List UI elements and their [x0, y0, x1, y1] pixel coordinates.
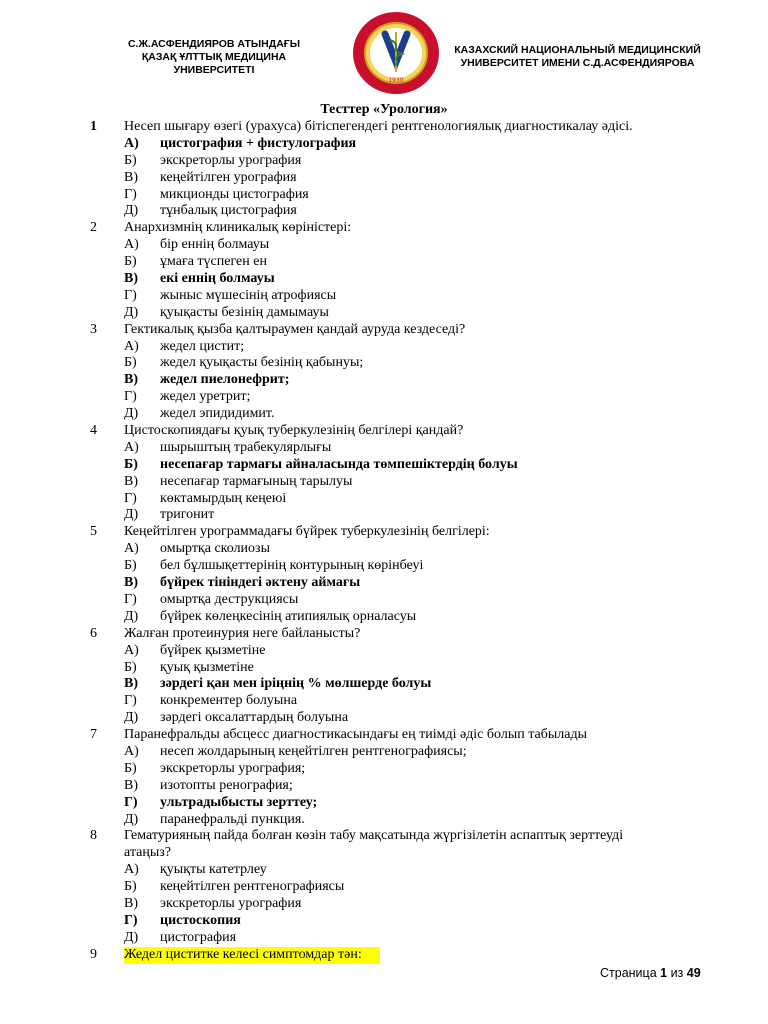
question-text: Анархизмнің клиникалық көріністері:: [124, 220, 352, 236]
answer-text: экскреторлы урография;: [160, 760, 306, 776]
answer-text: бүйрек қызметіне: [160, 642, 266, 658]
logo-year: 1930: [388, 77, 404, 84]
question-row: [0, 828, 768, 845]
answer-letter: Д): [124, 304, 139, 320]
question-text-cont: атаңыз?: [124, 845, 171, 861]
answer-text: цистография + фистулография: [160, 135, 357, 151]
answer-text: бүйрек тініндегі әктену аймағы: [160, 575, 361, 591]
answer-letter: Б): [124, 254, 137, 270]
answer-letter: В): [124, 271, 138, 287]
answer-text: екі еннің болмауы: [160, 271, 275, 287]
answer-letter: Д): [124, 507, 139, 523]
answer-text: қуықасты безінің дамымауы: [160, 304, 329, 320]
question-block: [0, 947, 768, 964]
answer-option: [0, 507, 768, 524]
question-text: Кеңейтілген урограммадағы бүйрек туберкулезінің белгілері:: [124, 524, 490, 540]
answer-letter: А): [124, 237, 139, 253]
question-text: Паранефральды абсцесс диагностикасындағы ең тиімді әдіс болып табылады: [124, 727, 587, 743]
page-total: 49: [686, 966, 701, 980]
answer-letter: Б): [124, 879, 137, 895]
answer-option: [0, 339, 768, 356]
answer-text: жедел эпидидимит.: [160, 406, 275, 422]
answer-option: [0, 558, 768, 575]
answer-option: [0, 693, 768, 710]
answer-option: [0, 457, 768, 474]
answer-option: [0, 288, 768, 305]
answer-option: [0, 862, 768, 879]
answer-text: экскреторлы урография: [160, 152, 302, 168]
answer-option: [0, 643, 768, 660]
question-number: 5: [90, 524, 97, 540]
answer-letter: Б): [124, 152, 137, 168]
answer-option: [0, 136, 768, 153]
header-left-line: С.Ж.АСФЕНДИЯРОВ АТЫНДАҒЫ: [127, 38, 301, 50]
question-text: Гектикалық қызба қалтыраумен қандай ауруда кездеседі?: [124, 321, 466, 337]
question-block: [0, 322, 768, 423]
question-number: 3: [90, 321, 97, 337]
question-block: [0, 423, 768, 524]
question-text: Цистоскопиядағы қуық туберкулезінің белгілері қандай?: [124, 423, 464, 439]
answer-option: [0, 541, 768, 558]
answer-option: [0, 575, 768, 592]
answer-option: [0, 761, 768, 778]
answer-option: [0, 305, 768, 322]
answer-text: экскреторлы урография: [160, 895, 302, 911]
answer-letter: Д): [124, 608, 139, 624]
answer-text: несепағар тармағының тарылуы: [160, 473, 353, 489]
answer-option: [0, 203, 768, 220]
question-text: Жедел циститке келесі симптомдар тән:: [124, 947, 380, 964]
answer-text: кеңейтілген урография: [160, 169, 297, 185]
answer-option: [0, 389, 768, 406]
answer-letter: В): [124, 473, 138, 489]
question-number: 4: [90, 423, 97, 439]
answer-option: [0, 609, 768, 626]
answer-option: [0, 592, 768, 609]
answer-option: [0, 406, 768, 423]
answer-option: [0, 355, 768, 372]
answer-text: микционды цистография: [160, 186, 309, 202]
question-row: [0, 220, 768, 237]
answer-text: ұмаға түспеген ен: [160, 254, 267, 270]
header-right-line: УНИВЕРСИТЕТ ИМЕНИ С.Д.АСФЕНДИЯРОВА: [460, 57, 695, 69]
answer-text: қуық қызметіне: [160, 659, 254, 675]
answer-text: несепағар тармағы айналасында төмпешіктердің болуы: [160, 456, 518, 472]
answer-text: бір еннің болмауы: [160, 237, 270, 253]
answer-letter: Д): [124, 406, 139, 422]
answer-letter: Д): [124, 710, 139, 726]
answer-letter: А): [124, 862, 139, 878]
answer-letter: Г): [124, 186, 137, 202]
answer-option: [0, 660, 768, 677]
question-text: Гематурияның пайда болған көзін табу мақсатында жүргізілетін аспаптық зерттеуді: [124, 828, 624, 844]
answer-letter: В): [124, 777, 138, 793]
answer-option: [0, 491, 768, 508]
answer-letter: Б): [124, 760, 137, 776]
question-row: [0, 727, 768, 744]
answer-text: жедел уретрит;: [160, 389, 251, 405]
answer-letter: Д): [124, 203, 139, 219]
answer-text: шырыштың трабекулярлығы: [160, 439, 332, 455]
question-row: [0, 119, 768, 136]
answer-letter: Б): [124, 558, 137, 574]
answer-letter: А): [124, 135, 139, 151]
answer-letter: А): [124, 642, 139, 658]
answer-text: бел бұлшықеттерінің контурының көрінбеуі: [160, 558, 424, 574]
question-text: Несеп шығару өзегі (урахуса) бітіспегендегі рентгенологиялық диагностикалау әдісі.: [124, 119, 633, 134]
answer-option: [0, 795, 768, 812]
question-row: [0, 423, 768, 440]
answer-text: зәрдегі оксалаттардың болуына: [160, 710, 349, 726]
answer-text: жыныс мүшесінің атрофиясы: [160, 287, 337, 303]
question-number: 1: [90, 119, 97, 134]
answer-letter: В): [124, 895, 138, 911]
answer-letter: Д): [124, 929, 139, 945]
answer-option: [0, 676, 768, 693]
answer-letter: Г): [124, 794, 138, 810]
answer-text: бүйрек көлеңкесінің атипиялық орналасуы: [160, 608, 417, 624]
answer-option: [0, 271, 768, 288]
header-left-kazakh: [108, 38, 320, 77]
answer-letter: В): [124, 676, 138, 692]
answer-text: зәрдегі қан мен іріңнің % мөлшерде болуы: [160, 676, 432, 692]
answer-letter: Б): [124, 355, 137, 371]
answer-letter: А): [124, 439, 139, 455]
answer-text: омыртқа деструкциясы: [160, 591, 299, 607]
answer-text: конкрементер болуына: [160, 693, 298, 709]
answer-text: кеңейтілген рентгенографиясы: [160, 879, 345, 895]
answer-text: тригонит: [160, 507, 215, 523]
answer-option: [0, 237, 768, 254]
question-block: [0, 220, 768, 321]
page-current: 1: [660, 966, 668, 980]
answer-letter: Б): [124, 456, 138, 472]
answer-text: ультрадыбысты зерттеу;: [160, 794, 318, 810]
question-number: 9: [90, 946, 97, 962]
answer-text: изотопты ренография;: [160, 777, 293, 793]
question-text: Жалған протеинурия неге байланысты?: [124, 625, 361, 641]
answer-option: [0, 778, 768, 795]
answer-option: [0, 930, 768, 947]
answer-letter: В): [124, 169, 138, 185]
answer-text: жедел цистит;: [160, 338, 245, 354]
answer-text: жедел пиелонефрит;: [160, 372, 290, 388]
answer-option: [0, 812, 768, 829]
answer-letter: Д): [124, 811, 139, 827]
question-block: [0, 524, 768, 625]
answer-letter: В): [124, 372, 138, 388]
header-right-russian: [440, 44, 715, 70]
answer-text: цистография: [160, 929, 237, 945]
answer-letter: Г): [124, 591, 137, 607]
question-block: [0, 119, 768, 220]
answer-option: [0, 254, 768, 271]
question-row: [0, 322, 768, 339]
answer-letter: Г): [124, 693, 137, 709]
answer-option: [0, 896, 768, 913]
header-right-line: КАЗАХСКИЙ НАЦИОНАЛЬНЫЙ МЕДИЦИНСКИЙ: [454, 44, 701, 56]
question-number: 6: [90, 625, 97, 641]
answer-text: цистоскопия: [160, 912, 241, 928]
header-left-line: ҚАЗАҚ ҰЛТТЫҚ МЕДИЦИНА: [141, 51, 287, 63]
answer-text: жедел қуықасты безінің қабынуы;: [160, 355, 364, 371]
answer-text: омыртқа сколиозы: [160, 541, 270, 557]
page-counter-prefix: Страница: [600, 966, 661, 980]
answer-text: паранефральді пункция.: [160, 811, 305, 827]
answer-letter: А): [124, 743, 139, 759]
question-block: [0, 828, 768, 946]
answer-option: [0, 440, 768, 457]
answer-letter: Б): [124, 659, 137, 675]
question-block: [0, 727, 768, 828]
answer-letter: Г): [124, 389, 137, 405]
answer-option: [0, 710, 768, 727]
answer-letter: А): [124, 338, 139, 354]
question-number: 2: [90, 220, 97, 236]
question-text-continuation: [0, 845, 768, 862]
header-left-line: УНИВЕРСИТЕТІ: [173, 64, 255, 76]
answer-letter: Г): [124, 287, 137, 303]
page-counter-mid: из: [667, 966, 687, 980]
answer-letter: А): [124, 541, 139, 557]
page-counter: [600, 966, 701, 980]
answer-option: [0, 153, 768, 170]
answer-text: тұнбалық цистография: [160, 203, 297, 219]
answer-option: [0, 744, 768, 761]
answer-option: [0, 372, 768, 389]
questions-list: [0, 119, 768, 964]
question-row: [0, 626, 768, 643]
answer-text: көктамырдың кеңеюі: [160, 490, 287, 506]
answer-option: [0, 474, 768, 491]
question-number: 8: [90, 828, 97, 844]
university-logo: [350, 10, 442, 96]
answer-letter: В): [124, 575, 138, 591]
answer-option: [0, 187, 768, 204]
answer-letter: Г): [124, 912, 138, 928]
answer-letter: Г): [124, 490, 137, 506]
question-block: [0, 626, 768, 727]
answer-option: [0, 913, 768, 930]
answer-text: несеп жолдарының кеңейтілген рентгенографиясы;: [160, 743, 467, 759]
document-title: Тесттер «Урология»: [320, 102, 448, 117]
answer-text: қуықты катетрлеу: [160, 862, 267, 878]
question-row: [0, 524, 768, 541]
answer-option: [0, 879, 768, 896]
answer-option: [0, 170, 768, 187]
question-row: [0, 947, 768, 964]
question-number: 7: [90, 727, 97, 743]
